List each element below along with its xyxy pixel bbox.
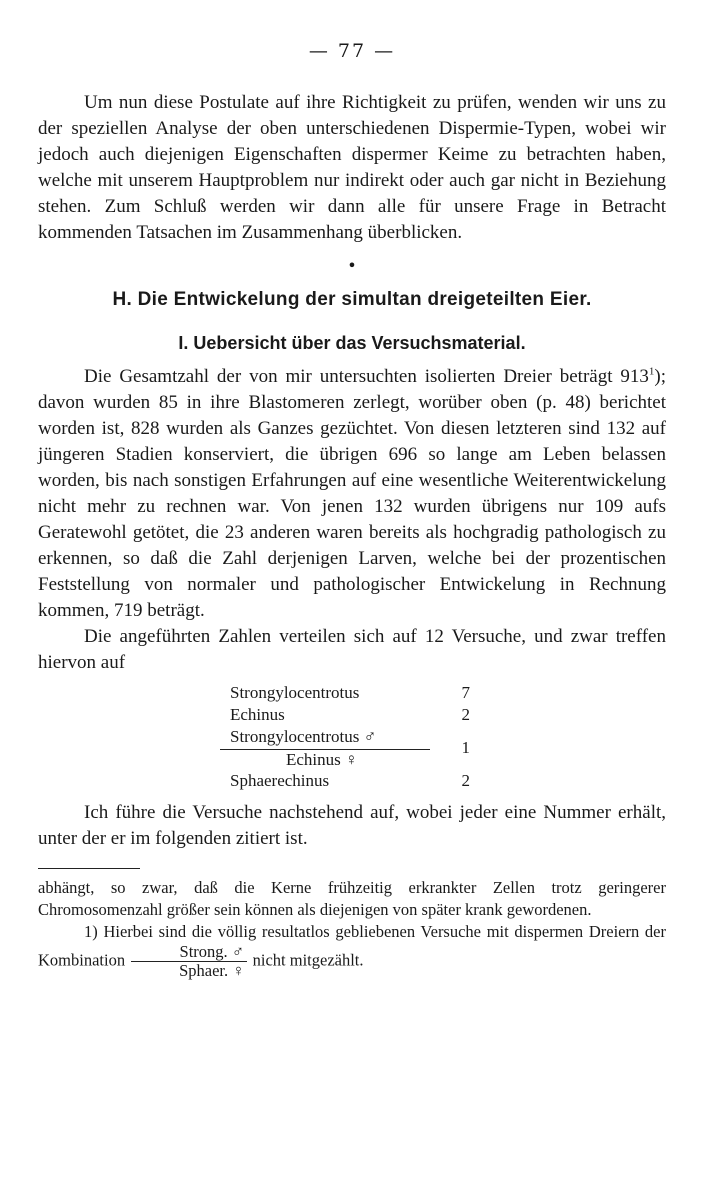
distribution-paragraph: Die angeführten Zahlen verteilen sich auf 12 Versuche, und zwar treffen hiervon auf	[38, 626, 666, 673]
table-row	[230, 704, 470, 726]
combination-fraction	[131, 943, 247, 980]
footnote-tail: nicht mitgezählt.	[252, 950, 364, 970]
species-name: Sphaerechinus	[230, 771, 330, 790]
footnote-marker: 1)	[84, 922, 98, 941]
material-text-rest: ); davon wurden 85 in ihre Blastomeren zerlegt, worüber oben (p. 48) berichtet worden ist, 828 wurden als Ganzes gezüchtet. Von diesen letzteren sind 132 auf jüngeren Stadien konserviert, die übrigen 696 so lange am Leben belassen worden, bis nach sonstigen Erfahrungen auf eine wesentliche Weiterentwickelung nicht mehr zu rechnen war. Von jenen 132 wurden übrigens nur 109 aufs Geratewohl getötet, die 23 anderen waren bereits als hochgradig pathologisch zu erkennen, so daß die Zahl derjenigen Larven, welche bei der prozentischen Feststellung von normaler und pathologischer Entwickelung in Rechnung kommen, 719 beträgt.	[38, 366, 666, 621]
species-count: 2	[461, 705, 470, 724]
footnote-divider	[38, 868, 140, 869]
closing-paragraph: Ich führe die Versuche nachstehend auf, wobei jeder eine Nummer erhält, unter der er im folgenden zitiert ist.	[38, 802, 666, 849]
species-count: 1	[461, 738, 470, 757]
intro-paragraph: Um nun diese Postulate auf ihre Richtigkeit zu prüfen, wenden wir uns zu der speziellen Analyse der oben unterschiedenen Dispermie-Typen, wobei wir jedoch auch diejenigen Eigenschaften dispermer Keime zu betrachten haben, welche mit unserem Hauptproblem nur indirekt oder auch gar nicht in Beziehung stehen. Zum Schluß werden wir dann alle für unsere Frage in Betracht kommenden Tatsachen im Zusammenhang überblicken.	[38, 92, 666, 243]
section-heading: H. Die Entwickelung der simultan dreigeteilten Eier.	[112, 289, 592, 310]
page-number: — 77 —	[308, 40, 396, 62]
footnote-ref[interactable]: 1	[648, 365, 655, 378]
footnote-text: Hierbei sind die völlig resultatlos gebliebenen Versuche mit dispermen Dreiern der Kombination	[38, 922, 666, 970]
hybrid-male: Strongylocentrotus ♂	[230, 727, 377, 746]
species-count: 2	[461, 771, 470, 790]
hybrid-row	[230, 726, 470, 770]
fraction-top: Strong. ♂	[131, 943, 247, 962]
table-row	[230, 770, 470, 792]
hybrid-female: Echinus ♀	[286, 750, 358, 769]
table-row	[230, 682, 470, 704]
species-count: 7	[461, 683, 470, 702]
footnote-1	[38, 921, 666, 980]
material-paragraph	[38, 364, 666, 624]
fraction-bottom: Sphaer. ♀	[179, 961, 245, 980]
footnote-continuation: abhängt, so zwar, daß die Kerne frühzeitig erkrankter Zellen trotz geringerer Chromosomenzahl größer sein können als diejenigen von später krank gewordenen.	[38, 878, 666, 919]
subsection-heading: I. Uebersicht über das Versuchsmaterial.	[178, 333, 526, 353]
species-name: Strongylocentrotus	[230, 683, 360, 702]
species-table	[230, 682, 470, 792]
material-text-start: Die Gesamtzahl der von mir untersuchten isolierten Dreier beträgt 913	[84, 366, 649, 387]
separator-mark: •	[347, 256, 357, 275]
species-name: Echinus	[230, 705, 285, 724]
book-page	[38, 40, 666, 980]
